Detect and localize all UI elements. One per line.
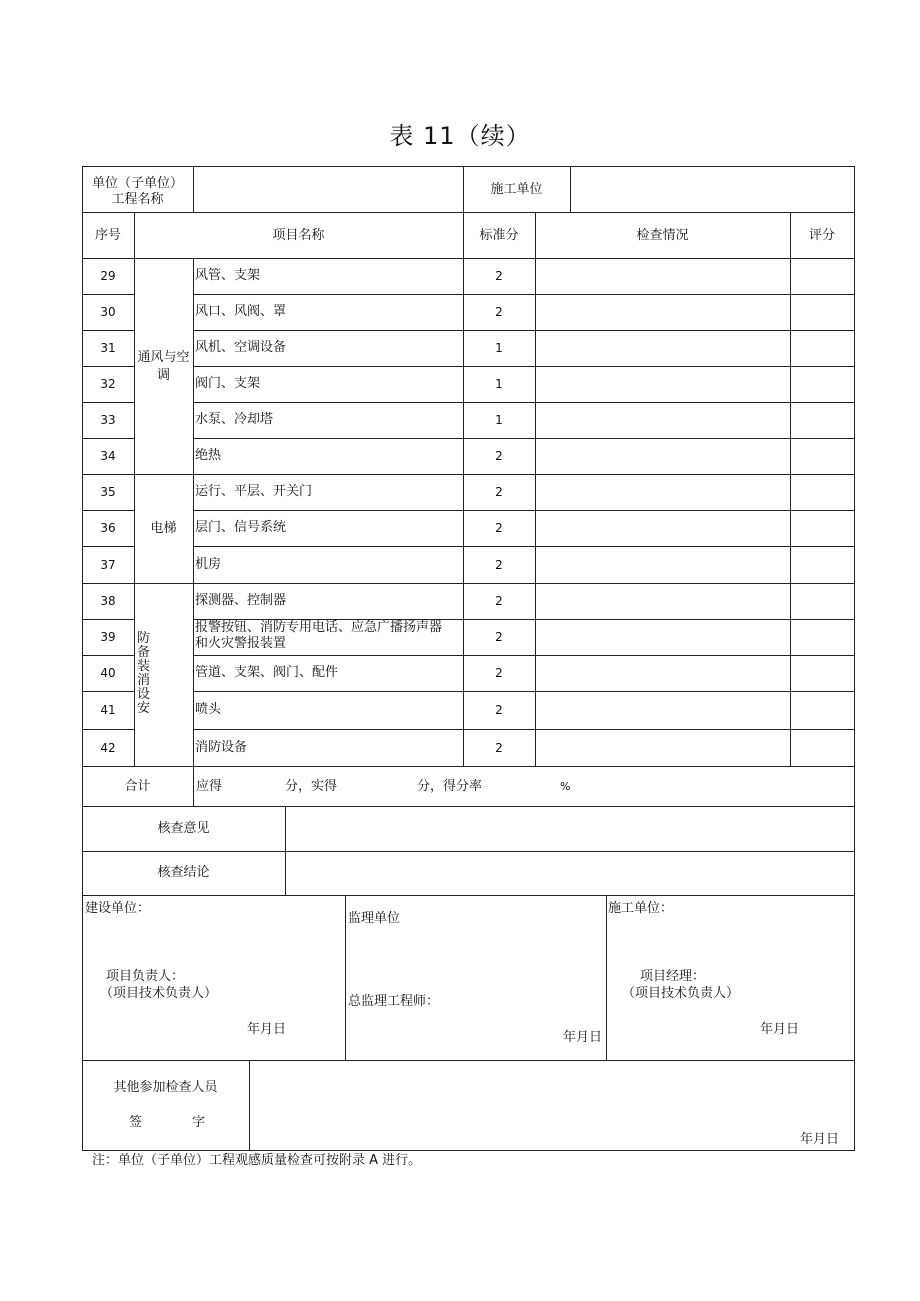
row-inspection-field[interactable] [538,694,787,726]
total-got-label: 分，实得 [285,779,338,794]
row-score-field[interactable] [793,694,851,726]
row-item-name: 阀门、支架 [195,376,261,391]
row-standard-score: 2 [495,703,503,717]
row-item-name: 层门、信号系统 [195,520,287,535]
opinion-label: 核查意见 [157,821,210,836]
row-item-name: 运行、平层、开关门 [195,484,313,499]
conclusion-field[interactable] [290,865,850,885]
row-score-field[interactable] [793,513,851,543]
row-seq: 37 [100,557,116,572]
row-score-field[interactable] [793,549,851,580]
row-inspection-field[interactable] [538,622,787,652]
row-score-field[interactable] [793,333,851,363]
row-inspection-field[interactable] [538,297,787,327]
row-standard-score: 1 [495,341,503,355]
row-item-name: 风口、风阀、罩 [195,304,287,319]
row-standard-score: 1 [495,413,503,427]
row-seq: 39 [100,630,116,644]
row-score-field[interactable] [793,586,851,616]
owner-unit-label: 建设单位： [85,901,151,916]
total-pct-label: % [560,780,571,793]
row-item-name: 风机、空调设备 [195,340,287,355]
contractor-tech-label: （项目技术负责人） [622,986,740,1001]
row-standard-score: 2 [495,666,503,680]
row-score-field[interactable] [793,369,851,399]
page-title: 表 11（续） [389,122,531,150]
row-item-name: 喷头 [195,702,222,717]
row-item-name: 报警按钮、消防专用电话、应急广播扬声器 和火灾警报装置 [195,620,443,651]
row-standard-score: 2 [495,269,503,283]
supervisor-date: 年月日 [563,1030,603,1045]
total-label: 合计 [124,779,151,794]
others-sign-2: 字 [192,1115,206,1130]
unit-name-label: 单位（子单位） 工程名称 [91,176,183,207]
row-seq: 32 [100,377,116,391]
supervisor-person-label: 总监理工程师： [348,994,440,1009]
unit-name-field[interactable] [196,182,460,202]
row-standard-score: 2 [495,630,503,644]
row-item-name: 机房 [195,556,222,572]
row-seq: 31 [100,341,116,355]
total-rate-label: 分，得分率 [417,779,483,794]
col-score-header: 评分 [808,228,835,243]
row-standard-score: 2 [495,305,503,319]
row-score-field[interactable] [793,297,851,327]
opinion-field[interactable] [290,821,850,841]
row-seq: 30 [100,305,116,319]
contractor-date: 年月日 [760,1022,800,1037]
row-inspection-field[interactable] [538,586,787,616]
row-item-name: 消防设备 [195,739,248,755]
row-seq: 36 [100,521,116,535]
row-seq: 40 [100,666,116,680]
col-seq-header: 序号 [94,228,121,243]
row-seq: 35 [100,485,116,499]
col-inspection-header: 检查情况 [636,228,689,243]
row-inspection-field[interactable] [538,261,787,291]
row-score-field[interactable] [793,405,851,435]
contractor-label: 施工单位 [490,182,543,197]
row-item-name: 绝热 [195,448,222,463]
group-hvac: 通风与空调 [137,350,190,383]
row-item-name: 风管、支架 [195,268,261,283]
row-standard-score: 2 [495,521,503,535]
row-inspection-field[interactable] [538,441,787,471]
group-fire: 防 备 装 消 设 安 [137,631,151,716]
row-seq: 41 [100,703,116,717]
col-item-header: 项目名称 [272,228,325,243]
row-inspection-field[interactable] [538,477,787,507]
row-seq: 38 [100,594,116,608]
row-inspection-field[interactable] [538,333,787,363]
row-item-name: 探测器、控制器 [195,593,287,608]
row-seq: 29 [100,269,116,283]
col-standard-header: 标准分 [479,228,519,243]
supervisor-unit-label: 监理单位 [348,911,401,926]
owner-tech-label: （项目技术负责人） [100,986,218,1001]
row-score-field[interactable] [793,622,851,652]
row-score-field[interactable] [793,658,851,688]
row-inspection-field[interactable] [538,658,787,688]
row-seq: 42 [100,740,116,755]
row-inspection-field[interactable] [538,732,787,763]
conclusion-label: 核查结论 [157,865,210,880]
others-label: 其他参加检查人员 [113,1080,218,1095]
others-sign-1: 签 [129,1115,143,1130]
row-score-field[interactable] [793,261,851,291]
group-elevator: 电梯 [150,521,177,536]
row-standard-score: 1 [495,377,503,391]
row-standard-score: 2 [495,449,503,463]
row-standard-score: 2 [495,485,503,499]
row-item-name: 水泵、冷却塔 [195,412,274,427]
row-standard-score: 2 [495,594,503,608]
owner-person-label: 项目负责人： [106,969,185,984]
row-inspection-field[interactable] [538,405,787,435]
row-standard-score: 2 [495,557,503,572]
row-inspection-field[interactable] [538,549,787,580]
contractor-field[interactable] [574,182,850,202]
row-seq: 33 [100,413,116,427]
row-standard-score: 2 [495,740,503,755]
row-score-field[interactable] [793,441,851,471]
contractor-person-label: 项目经理： [640,969,706,984]
row-score-field[interactable] [793,477,851,507]
footnote: 注：单位（子单位）工程观感质量检查可按附录 A 进行。 [92,1153,422,1168]
total-due-label: 应得 [196,779,223,794]
others-date: 年月日 [800,1132,840,1147]
owner-date: 年月日 [247,1022,287,1037]
contractor-unit-label: 施工单位： [608,901,674,916]
row-score-field[interactable] [793,732,851,763]
row-inspection-field[interactable] [538,513,787,543]
row-seq: 34 [100,449,116,463]
row-item-name: 管道、支架、阀门、配件 [195,665,339,680]
row-inspection-field[interactable] [538,369,787,399]
